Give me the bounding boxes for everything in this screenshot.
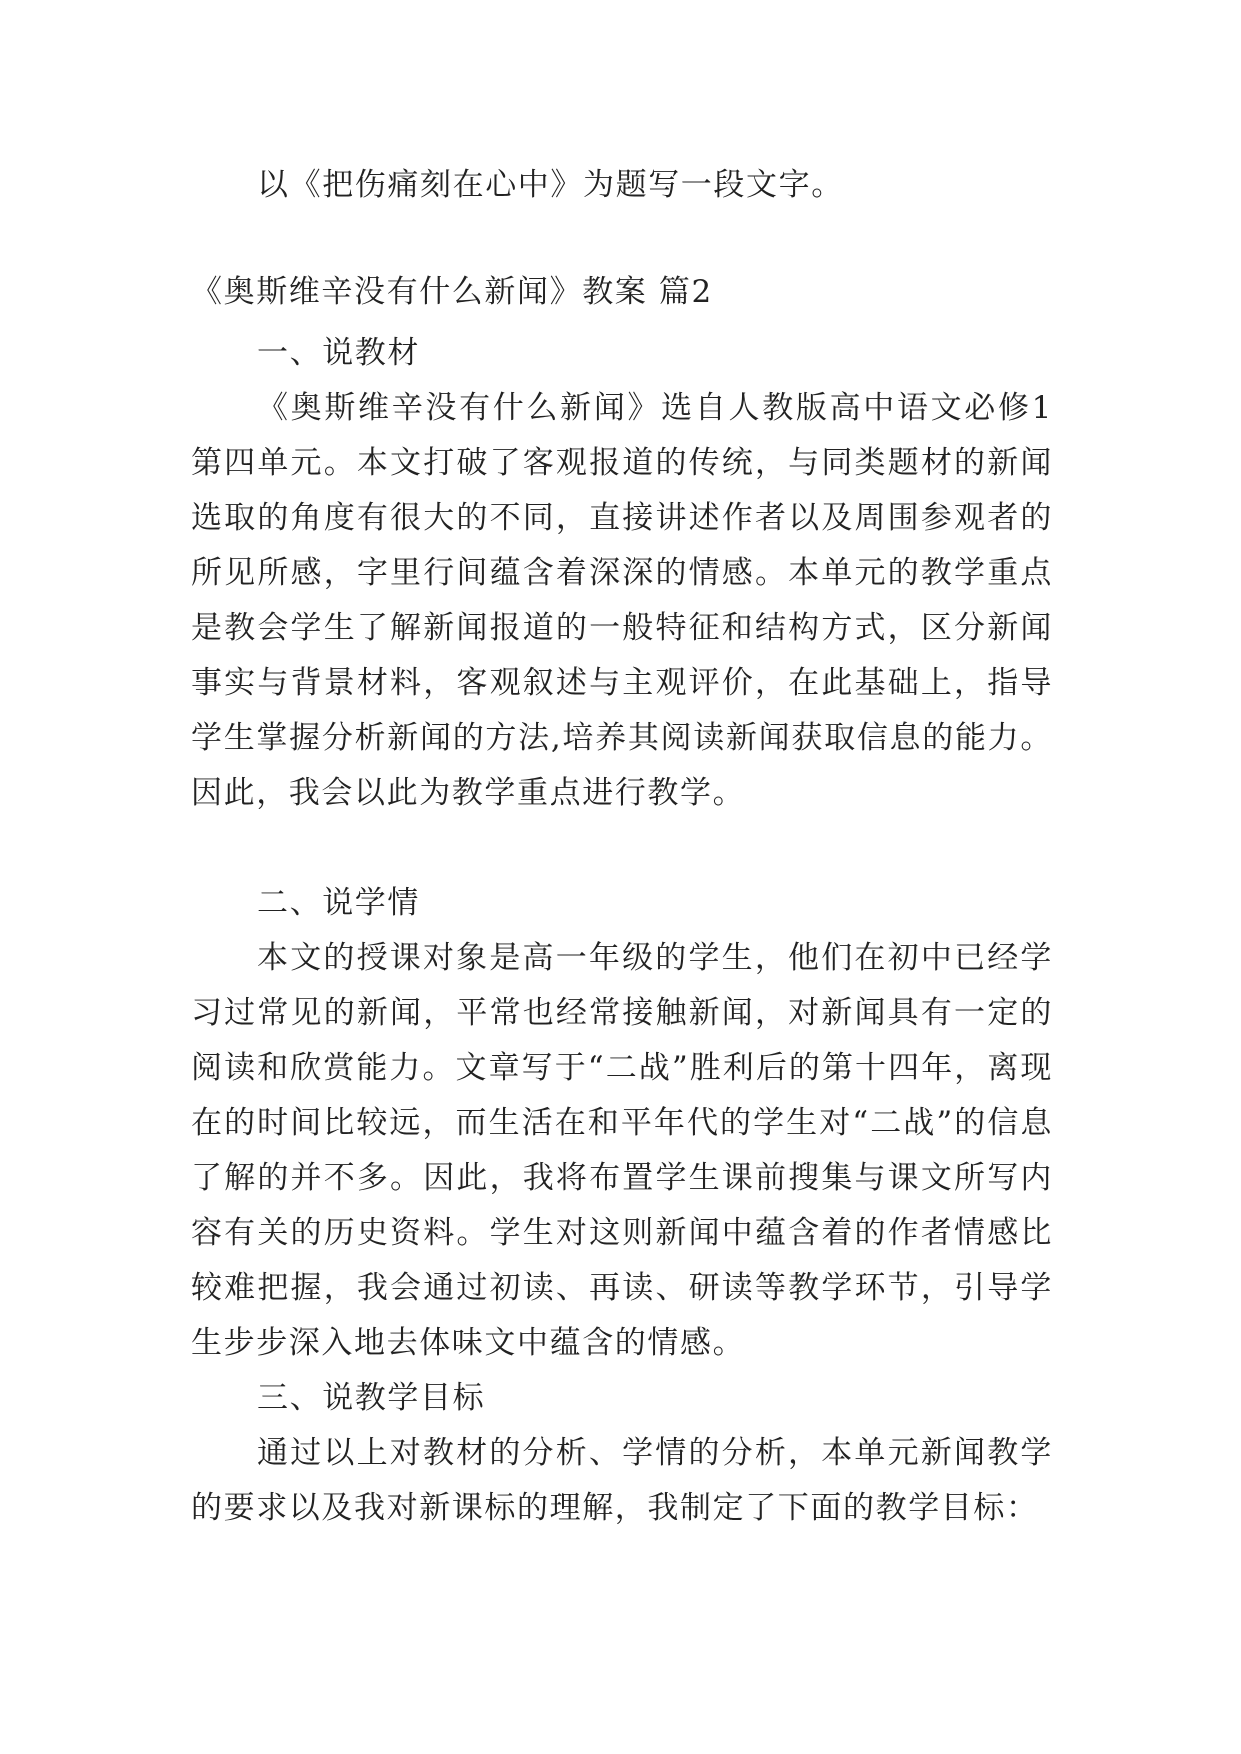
heading-textbook: 一、说教材 xyxy=(257,335,420,371)
section-title: 《奥斯维辛没有什么新闻》教案 篇2 xyxy=(191,274,713,310)
intro-line: 以《把伤痛刻在心中》为题写一段文字。 xyxy=(257,167,844,203)
heading-student-analysis: 二、说学情 xyxy=(257,885,420,921)
heading-teaching-goals: 三、说教学目标 xyxy=(257,1380,486,1416)
paragraph-teaching-goals: 通过以上对教材的分析、学情的分析，本单元新闻教学的要求以及我对新课标的理解，我制定了下面的教学目标： xyxy=(191,1435,1053,1526)
paragraph-student-analysis: 本文的授课对象是高一年级的学生，他们在初中已经学习过常见的新闻，平常也经常接触新闻，对新闻具有一定的阅读和欣赏能力。文章写于“二战”胜利后的第十四年，离现在的时间比较远，而生活在和平年代的学生对“二战”的信息了解的并不多。因此，我将布置学生课前搜集与课文所写内容有关的历史资料。学生对这则新闻中蕴含着的作者情感比较难把握，我会通过初读、再读、研读等教学环节，引导学生步步深入地去体味文中蕴含的情感。 xyxy=(191,940,1053,1361)
paragraph-textbook: 《奥斯维辛没有什么新闻》选自人教版高中语文必修1第四单元。本文打破了客观报道的传统，与同类题材的新闻选取的角度有很大的不同，直接讲述作者以及周围参观者的所见所感，字里行间蕴含着深深的情感。本单元的教学重点是教会学生了解新闻报道的一般特征和结构方式，区分新闻事实与背景材料，客观叙述与主观评价，在此基础上，指导学生掌握分析新闻的方法,培养其阅读新闻获取信息的能力。因此，我会以此为教学重点进行教学。 xyxy=(191,390,1053,811)
